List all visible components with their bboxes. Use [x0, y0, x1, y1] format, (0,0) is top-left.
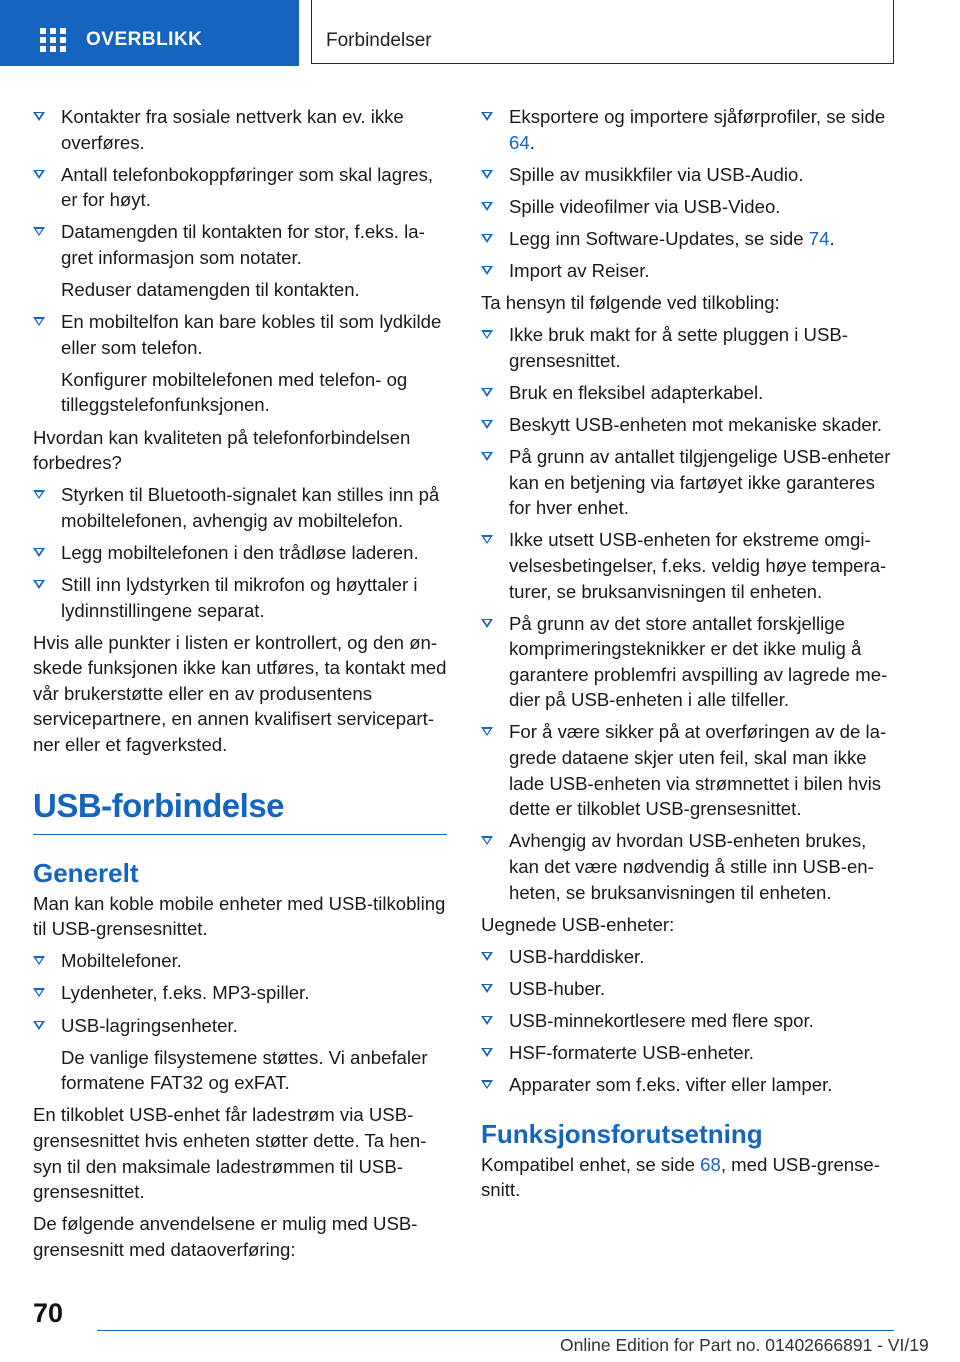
overview-tab[interactable]: [0, 0, 299, 66]
list-item: [481, 719, 895, 821]
list-item: [481, 527, 895, 604]
list-item-text: Lydenheter, f.eks. MP3-spiller.: [61, 982, 310, 1004]
list-item-text: USB-harddisker.: [509, 945, 645, 967]
section-title: Forbindelser: [326, 30, 432, 51]
triangle-bullet-icon: [481, 266, 493, 275]
paragraph: Uegnede USB-enheter:: [481, 913, 675, 935]
list-item: [481, 412, 895, 438]
edition-footer: Online Edition for Part no. 01402666891 - VI/19: [560, 1335, 929, 1355]
triangle-bullet-icon: [481, 388, 493, 397]
list-item-text: .: [829, 227, 835, 249]
list-item: [481, 258, 895, 284]
paragraph: [481, 1152, 895, 1203]
triangle-bullet-icon: [481, 836, 493, 845]
list-item-text: Styrken til Bluetooth-signalet kan stilles inn på mobiltelefonen, avhengig av mobiltelefon.: [61, 484, 440, 531]
triangle-bullet-icon: [33, 988, 45, 997]
list-item: [481, 444, 895, 521]
grid-menu-icon: [40, 28, 67, 52]
list-item: [481, 322, 895, 373]
subsection-heading: Generelt: [33, 857, 139, 888]
page-link[interactable]: 74: [808, 227, 830, 249]
triangle-bullet-icon: [33, 112, 45, 121]
list-item: [33, 572, 447, 623]
list-item: [481, 1072, 895, 1098]
paragraph: Hvordan kan kvaliteten på telefonforbindelsen forbedres?: [33, 426, 411, 474]
list-item-text: Still inn lydstyrken til mikrofon og høyttaler i lydinnstillingene separat.: [61, 574, 418, 621]
overview-tab-label: OVERBLIKK: [86, 29, 203, 50]
list-item-text: Avhengig av hvordan USB-enheten brukes, kan det være nødvendig å stille inn USB-enheten, se bruksanvisningen til enheten.: [509, 830, 874, 903]
list-item-text: USB-huber.: [509, 977, 606, 999]
list-item: [33, 162, 447, 213]
list-item-text: På grunn av antallet tilgjengelige USB-enheter kan en betjening via fartøyet ikke garanteres for hver enhet.: [509, 446, 891, 519]
list-item-text: Datamengden til kontakten for stor, f.eks. lagret informasjon som notater.: [61, 221, 425, 268]
list-item: [33, 980, 447, 1006]
section-heading: USB-forbindelse: [33, 786, 447, 835]
triangle-bullet-icon: [481, 170, 493, 179]
triangle-bullet-icon: [33, 1021, 45, 1030]
paragraph: Man kan koble mobile enheter med USB-tilkobling til USB-grensesnittet.: [33, 892, 446, 940]
list-item-text: .: [529, 131, 535, 153]
triangle-bullet-icon: [33, 227, 45, 236]
list-item-text: En mobiltelfon kan bare kobles til som lydkilde eller som telefon.: [61, 311, 442, 358]
triangle-bullet-icon: [481, 112, 493, 121]
list-item-text: Apparater som f.eks. vifter eller lamper.: [509, 1074, 833, 1096]
paragraph: Hvis alle punkter i listen er kontrollert, og den ønskede funksjonen ikke kan utføres, ta kontakt med vår brukerstøtte eller en av produsentens servicepartnere, en annen kvalifisert servicepartner eller et fagverksted.: [33, 631, 447, 756]
list-item: [481, 194, 895, 220]
triangle-bullet-icon: [33, 170, 45, 179]
right-column: [481, 104, 895, 1209]
triangle-bullet-icon: [33, 317, 45, 326]
list-item: [33, 219, 447, 270]
list-item-text: Legg mobiltelefonen i den trådløse laderen.: [61, 541, 419, 563]
list-item: [33, 948, 447, 974]
list-item-text: For å være sikker på at overføringen av de lagrede dataene skjer uten feil, skal man ikke lade USB-enheten via strømnettet i bilen hvis dette er tilkoblet USB-grensesnittet.: [509, 721, 887, 820]
list-item: [481, 380, 895, 406]
triangle-bullet-icon: [33, 956, 45, 965]
left-column: [33, 104, 447, 1269]
paragraph-text: Kompatibel enhet, se side: [481, 1153, 701, 1175]
page-link[interactable]: 64: [509, 131, 530, 153]
triangle-bullet-icon: [481, 234, 493, 243]
list-item: [481, 104, 895, 155]
list-item: [481, 226, 895, 252]
triangle-bullet-icon: [481, 330, 493, 339]
triangle-bullet-icon: [481, 1080, 493, 1089]
list-item-text: Antall telefonbokoppføringer som skal lagres, er for høyt.: [61, 163, 434, 211]
triangle-bullet-icon: [481, 984, 493, 993]
triangle-bullet-icon: [481, 535, 493, 544]
list-item: [481, 1040, 895, 1066]
list-item-text: Beskytt USB-enheten mot mekaniske skader.: [509, 413, 883, 435]
list-item-text: Ikke bruk makt for å sette pluggen i USB-grensesnittet.: [509, 324, 848, 371]
paragraph: Ta hensyn til følgende ved tilkobling:: [481, 292, 780, 314]
subsection-heading: Funksjonsforutsetning: [481, 1118, 763, 1149]
list-item: [33, 104, 447, 155]
triangle-bullet-icon: [33, 580, 45, 589]
list-item-text: Ikke utsett USB-enheten for ekstreme omgivelsesbetingelser, f.eks. veldig høye temperaturer, se bruksanvisningen til enheten.: [509, 529, 887, 602]
paragraph-text: , med USB-grensesnitt.: [481, 1153, 880, 1201]
list-item-text: Legg inn Software-Updates, se side: [509, 227, 809, 249]
list-item: [33, 540, 447, 566]
triangle-bullet-icon: [33, 548, 45, 557]
paragraph: En tilkoblet USB-enhet får ladestrøm via USB-grensesnittet hvis enheten støtter dette. Ta hensyn til den maksimale ladestrømmen til USB-grensesnittet.: [33, 1104, 427, 1203]
triangle-bullet-icon: [481, 1048, 493, 1057]
list-item: [481, 1008, 895, 1034]
triangle-bullet-icon: [481, 619, 493, 628]
list-item: [481, 611, 895, 713]
list-item-text: Kontakter fra sosiale nettverk kan ev. ikke overføres.: [61, 106, 404, 153]
list-item-note: Reduser datamengden til kontakten.: [61, 279, 360, 301]
triangle-bullet-icon: [481, 420, 493, 429]
triangle-bullet-icon: [481, 452, 493, 461]
list-item: [481, 828, 895, 905]
list-item: [481, 162, 895, 188]
list-item-text: HSF-formaterte USB-enheter.: [509, 1042, 754, 1063]
triangle-bullet-icon: [481, 952, 493, 961]
list-item-text: Mobiltelefoner.: [61, 950, 182, 972]
triangle-bullet-icon: [33, 490, 45, 499]
triangle-bullet-icon: [481, 202, 493, 211]
paragraph: De følgende anvendelsene er mulig med USB-grensesnitt med dataoverføring:: [33, 1213, 418, 1260]
list-item-text: Eksportere og importere sjåførprofiler, se side: [509, 106, 886, 127]
list-item: [33, 309, 447, 360]
page-link[interactable]: 68: [700, 1153, 721, 1175]
list-item-text: Import av Reiser.: [509, 259, 650, 281]
list-item-text: Spille videofilmer via USB-Video.: [509, 195, 781, 217]
list-item-text: Bruk en fleksibel adapterkabel.: [509, 381, 764, 403]
triangle-bullet-icon: [481, 1016, 493, 1025]
list-item-text: På grunn av det store antallet forskjellige komprimeringsteknikker er det ikke mulig å garantere problemfri avspilling av lagrede medier på USB-enheten i alle tilfeller.: [509, 612, 888, 711]
list-item: [33, 482, 447, 533]
list-item-note: De vanlige filsystemene støttes. Vi anbefaler formatene FAT32 og exFAT.: [61, 1046, 428, 1094]
list-item-text: USB-minnekortlesere med flere spor.: [509, 1009, 814, 1031]
list-item-text: Spille av musikkfiler via USB-Audio.: [509, 163, 804, 185]
section-breadcrumb: [311, 0, 894, 64]
list-item-text: USB-lagringsenheter.: [61, 1014, 238, 1036]
list-item: [481, 976, 895, 1002]
list-item-note: Konfigurer mobiltelefonen med telefon- og tilleggstelefonfunksjonen.: [61, 368, 408, 416]
page-number: 70: [33, 1298, 64, 1328]
list-item: [33, 1013, 447, 1039]
triangle-bullet-icon: [481, 727, 493, 736]
footer-divider: [97, 1330, 894, 1331]
list-item: [481, 944, 895, 970]
